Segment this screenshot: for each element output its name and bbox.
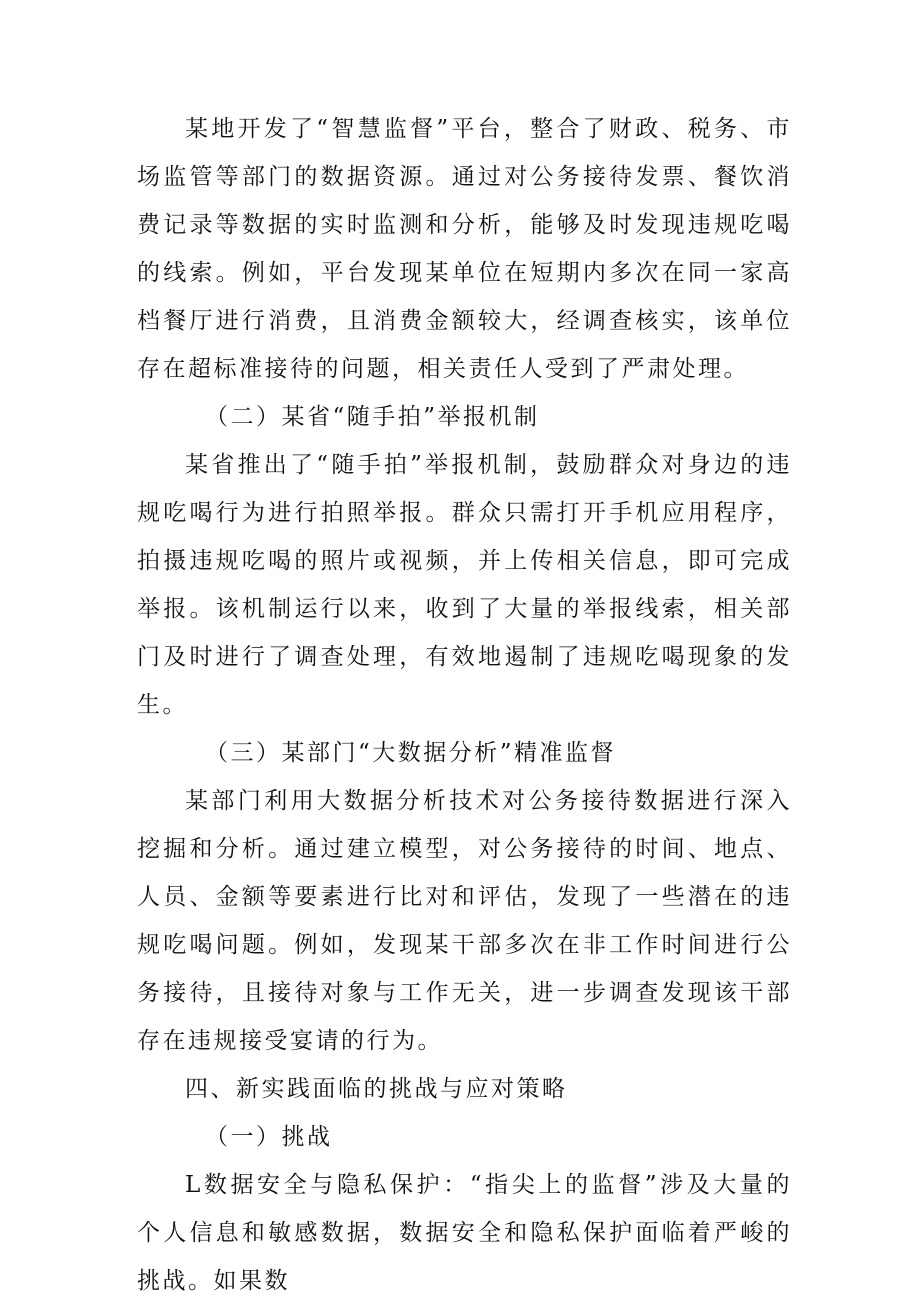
- section-heading-challenges: 四、新实践面临的挑战与应对策略: [185, 1076, 568, 1102]
- document-body: [137, 105, 792, 1305]
- paragraph-smart-supervision: 某地开发了“智慧监督”平台，整合了财政、税务、市场监管等部门的数据资源。通过对公务接待发票、餐饮消费记录等数据的实时监测和分析，能够及时发现违规吃喝的线索。例如，平台发现某单位在短期内多次在同一家高档餐厅进行消费，且消费金额较大，经调查核实，该单位存在超标准接待的问题，相关责任人受到了严肃处理。: [137, 116, 792, 382]
- subheading-big-data: （三）某部门“大数据分析”精准监督: [205, 740, 617, 766]
- subheading-challenges: （一）挑战: [205, 1124, 333, 1150]
- subheading-snapshot-report: （二）某省“随手拍”举报机制: [205, 404, 540, 430]
- paragraph-data-security: L数据安全与隐私保护：“指尖上的监督”涉及大量的个人信息和敏感数据，数据安全和隐私保护面临着严峻的挑战。如果数: [137, 1172, 792, 1294]
- paragraph-big-data: 某部门利用大数据分析技术对公务接待数据进行深入挖掘和分析。通过建立模型，对公务接待的时间、地点、人员、金额等要素进行比对和评估，发现了一些潜在的违规吃喝问题。例如，发现某干部多次在非工作时间进行公务接待，且接待对象与工作无关，进一步调查发现该干部存在违规接受宴请的行为。: [137, 788, 792, 1054]
- paragraph-snapshot-report: 某省推出了“随手拍”举报机制，鼓励群众对身边的违规吃喝行为进行拍照举报。群众只需打开手机应用程序，拍摄违规吃喝的照片或视频，并上传相关信息，即可完成举报。该机制运行以来，收到了大量的举报线索，相关部门及时进行了调查处理，有效地遏制了违规吃喝现象的发生。: [137, 452, 792, 718]
